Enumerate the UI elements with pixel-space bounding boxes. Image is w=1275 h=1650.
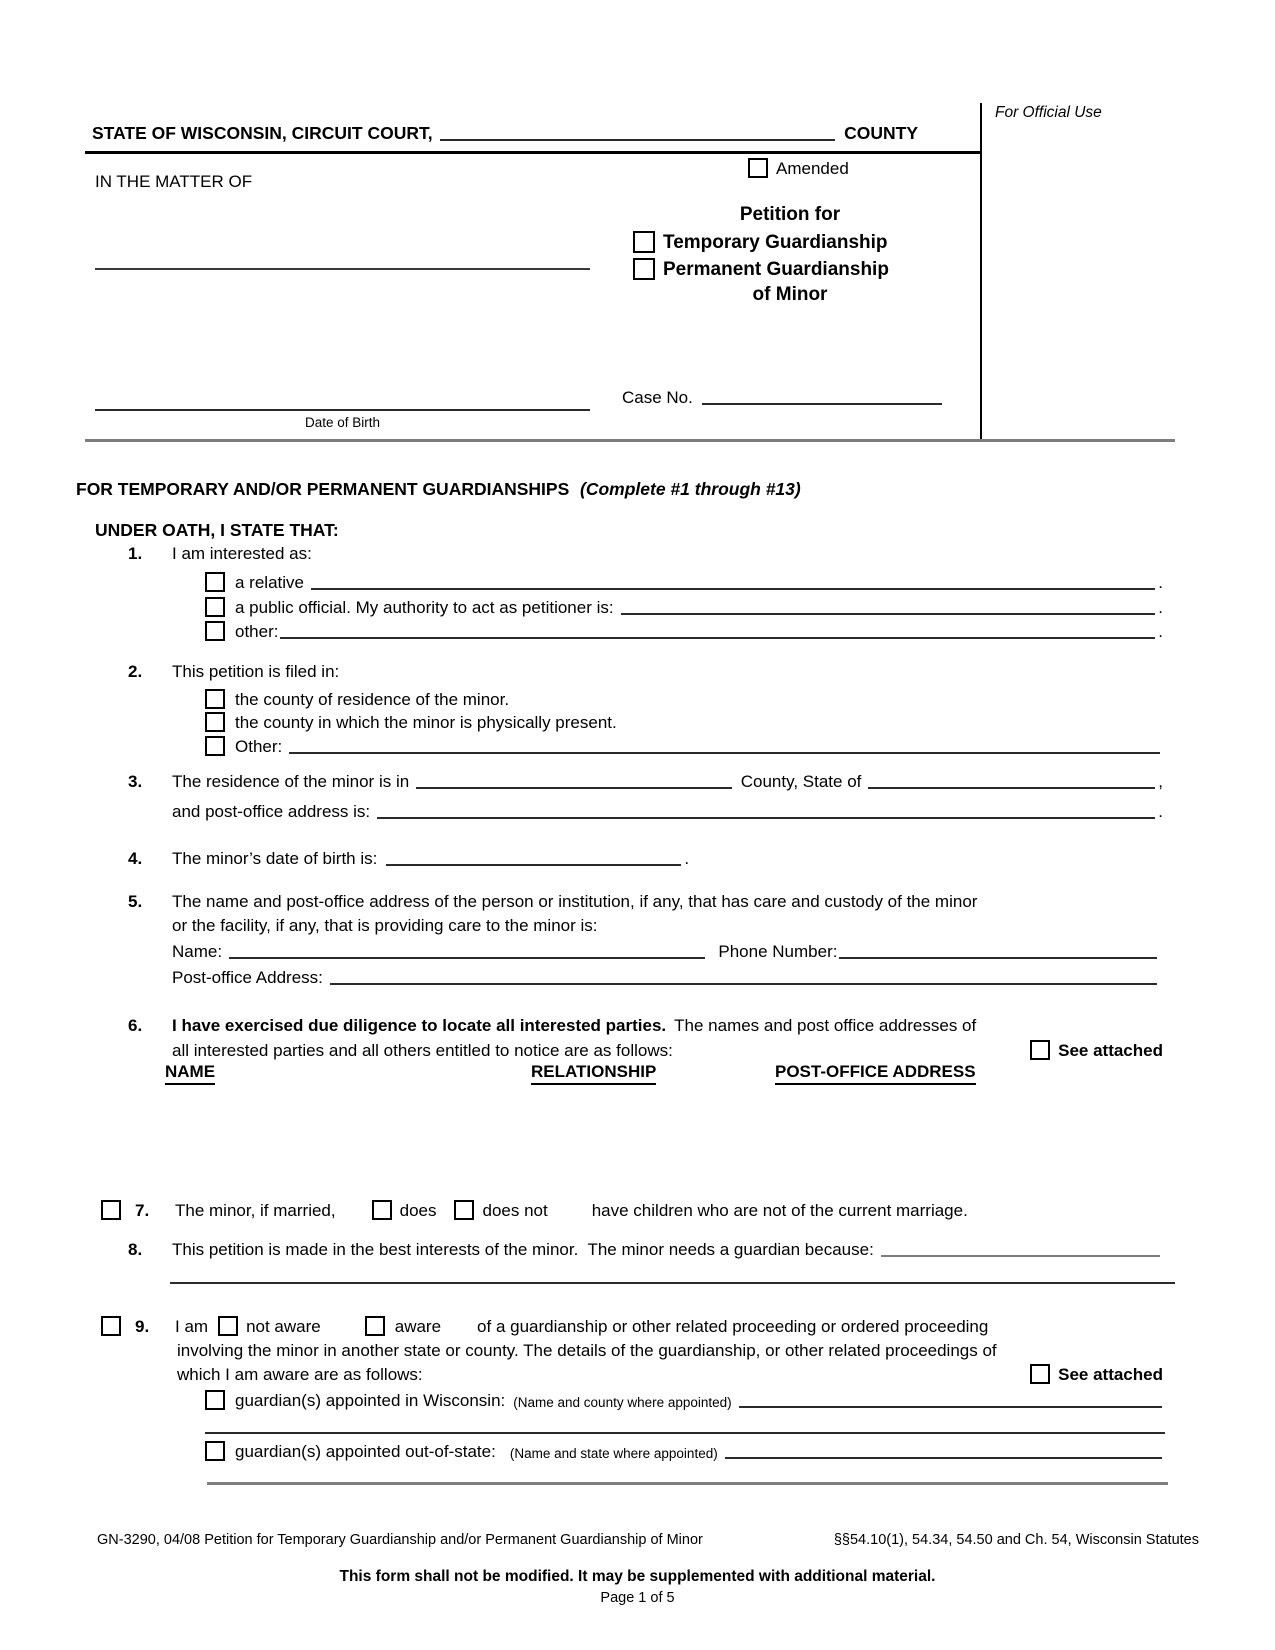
county-residence-label: the county of residence of the minor.	[235, 690, 510, 709]
matter-name-field[interactable]	[95, 268, 590, 270]
does-label: does	[399, 1201, 437, 1220]
item-1	[128, 544, 312, 564]
county-residence-checkbox[interactable]	[205, 689, 225, 709]
column-header-address: POST-OFFICE ADDRESS	[775, 1062, 976, 1085]
petition-title-line2: of Minor	[752, 284, 828, 305]
case-no-row	[622, 388, 945, 408]
item-9	[101, 1316, 988, 1337]
residence-state-field[interactable]	[868, 775, 1155, 789]
item-7-text-2: have children who are not of the current marriage.	[591, 1201, 968, 1220]
item-9-text-1: I am	[175, 1317, 209, 1336]
see-attached-label-6: See attached	[1058, 1041, 1163, 1060]
in-matter-of-label: IN THE MATTER OF	[95, 172, 253, 191]
court-caption-row	[85, 112, 980, 154]
period: .	[1158, 802, 1163, 821]
court-caption-label: STATE OF WISCONSIN, CIRCUIT COURT,	[92, 123, 433, 143]
item-5-text-2: or the facility, if any, that is providing care to the minor is:	[172, 916, 598, 935]
column-header-relationship: RELATIONSHIP	[531, 1062, 656, 1085]
item-8-text: This petition is made in the best interests of the minor. The minor needs a guardian because:	[172, 1240, 874, 1259]
item-5-number: 5.	[128, 892, 143, 911]
amended-row	[748, 158, 849, 179]
does-not-checkbox[interactable]	[454, 1200, 474, 1220]
item-3-text1: The residence of the minor is in	[172, 772, 410, 791]
not-aware-checkbox[interactable]	[218, 1316, 238, 1336]
item-2-option-3	[205, 736, 1163, 757]
residence-county-field[interactable]	[416, 775, 732, 789]
item-8-number: 8.	[128, 1240, 143, 1259]
out-of-state-guardian-field[interactable]	[725, 1445, 1162, 1459]
item-8	[128, 1240, 1163, 1260]
official-authority-field[interactable]	[621, 601, 1156, 615]
item-6	[128, 1016, 976, 1036]
period: .	[684, 849, 690, 868]
custodian-phone-field[interactable]	[839, 945, 1157, 959]
see-attached-label-9: See attached	[1058, 1365, 1163, 1384]
period: .	[1158, 598, 1163, 617]
item-5	[128, 892, 977, 912]
statutes-reference: §§54.10(1), 54.34, 54.50 and Ch. 54, Wisconsin Statutes	[833, 1532, 1199, 1548]
see-attached-checkbox-6[interactable]	[1030, 1040, 1050, 1060]
header-bottom-border	[85, 439, 1175, 442]
item-9-number: 9.	[135, 1317, 150, 1336]
does-checkbox[interactable]	[372, 1200, 392, 1220]
date-of-birth-field[interactable]	[95, 409, 590, 411]
minor-dob-field[interactable]	[386, 852, 681, 866]
item-7-checkbox[interactable]	[101, 1200, 121, 1220]
item-2-option-2	[205, 712, 617, 733]
relative-checkbox[interactable]	[205, 572, 225, 592]
item-9-text-3: which I am aware are as follows:	[177, 1365, 423, 1384]
out-of-state-guardian-row	[205, 1441, 1165, 1462]
county-present-label: the county in which the minor is physically present.	[235, 713, 617, 732]
temporary-guardianship-checkbox[interactable]	[633, 231, 655, 253]
item-1-number: 1.	[128, 544, 143, 563]
case-no-label: Case No.	[622, 388, 693, 407]
wisconsin-guardian-field-2[interactable]	[205, 1432, 1165, 1434]
footer-row	[97, 1532, 1199, 1548]
item-7	[101, 1200, 968, 1221]
temporary-guardianship-row	[618, 231, 962, 254]
item-7-text-1: The minor, if married,	[175, 1201, 336, 1220]
item-3-number: 3.	[128, 772, 143, 791]
item-1-option-relative	[205, 572, 1163, 593]
case-no-field[interactable]	[702, 391, 942, 405]
out-of-state-guardian-checkbox[interactable]	[205, 1441, 225, 1461]
county-name-field[interactable]	[440, 127, 836, 141]
form-notice: This form shall not be modified. It may be supplemented with additional material.	[339, 1568, 936, 1585]
item-9-checkbox[interactable]	[101, 1316, 121, 1336]
section-heading	[76, 479, 801, 500]
out-of-state-guardian-field-2[interactable]	[207, 1482, 1168, 1485]
out-of-state-guardian-note: (Name and state where appointed)	[509, 1446, 718, 1461]
custodian-name-field[interactable]	[229, 945, 705, 959]
item-6-text-2: all interested parties and all others entitled to notice are as follows:	[172, 1041, 673, 1060]
item-6-text: The names and post office addresses of	[674, 1016, 977, 1035]
item-6-bold-text: I have exercised due diligence to locate all interested parties.	[172, 1016, 667, 1035]
date-of-birth-label: Date of Birth	[304, 415, 381, 430]
page-number: Page 1 of 5	[600, 1590, 675, 1606]
header-vertical-divider	[980, 103, 982, 441]
item-1-option-official	[205, 597, 1163, 618]
item-3	[128, 772, 1163, 792]
permanent-guardianship-label: Permanent Guardianship	[663, 258, 889, 280]
custodian-name-label: Name:	[172, 942, 223, 961]
wisconsin-guardian-label: guardian(s) appointed in Wisconsin:	[235, 1391, 506, 1410]
item-5-name-row	[172, 942, 1160, 962]
custodian-phone-label: Phone Number:	[718, 942, 838, 961]
item-4	[128, 849, 689, 869]
wisconsin-guardian-note: (Name and county where appointed)	[513, 1395, 732, 1410]
filing-other-checkbox[interactable]	[205, 736, 225, 756]
permanent-guardianship-row	[618, 258, 962, 281]
item-1-text: I am interested as:	[172, 544, 312, 563]
item-2-option-1	[205, 689, 509, 710]
county-present-checkbox[interactable]	[205, 712, 225, 732]
oath-statement: UNDER OATH, I STATE THAT:	[95, 520, 339, 540]
wisconsin-guardian-row	[205, 1390, 1165, 1411]
other-interest-label: other:	[235, 622, 279, 641]
petition-title-block	[618, 204, 962, 306]
amended-label: Amended	[776, 159, 849, 178]
post-office-address-field[interactable]	[377, 805, 1155, 819]
item-4-text: The minor’s date of birth is:	[172, 849, 378, 868]
guardian-reason-field[interactable]	[881, 1243, 1160, 1257]
county-suffix-label: COUNTY	[844, 123, 918, 143]
amended-checkbox[interactable]	[748, 158, 768, 178]
item-1-option-other	[205, 621, 1163, 642]
item-2-text: This petition is filed in:	[172, 662, 340, 681]
item-7-number: 7.	[135, 1201, 150, 1220]
column-header-name: NAME	[165, 1062, 215, 1085]
permanent-guardianship-checkbox[interactable]	[633, 258, 655, 280]
comma: ,	[1158, 772, 1163, 791]
item-6-number: 6.	[128, 1016, 143, 1035]
wisconsin-guardian-checkbox[interactable]	[205, 1390, 225, 1410]
temporary-guardianship-label: Temporary Guardianship	[663, 231, 888, 253]
item-9-line-3	[177, 1364, 1163, 1385]
item-5-address-row	[172, 968, 1160, 988]
petition-title-line1: Petition for	[739, 204, 841, 225]
item-9-line-2: involving the minor in another state or county. The details of the guardianship, or other related proceedings of	[177, 1341, 997, 1360]
relative-label: a relative	[235, 573, 304, 592]
section-heading-text: FOR TEMPORARY AND/OR PERMANENT GUARDIANSHIPS	[76, 479, 570, 499]
aware-label: aware	[394, 1317, 442, 1336]
guardian-reason-field-2[interactable]	[170, 1282, 1175, 1284]
out-of-state-guardian-label: guardian(s) appointed out-of-state:	[235, 1442, 496, 1461]
form-id: GN-3290, 04/08 Petition for Temporary Guardianship and/or Permanent Guardianship of Minor	[97, 1532, 703, 1548]
item-3-text2: County, State of	[740, 772, 862, 791]
does-not-label: does not	[482, 1201, 548, 1220]
item-6-line-2	[172, 1040, 1163, 1061]
public-official-checkbox[interactable]	[205, 597, 225, 617]
item-5-text-1: The name and post-office address of the person or institution, if any, that has care and custody of the minor	[172, 892, 978, 911]
item-9-text-2: of a guardianship or other related proceeding or ordered proceeding	[477, 1317, 989, 1336]
aware-checkbox[interactable]	[365, 1316, 385, 1336]
custodian-address-label: Post-office Address:	[172, 968, 323, 987]
item-2-number: 2.	[128, 662, 143, 681]
item-2	[128, 662, 339, 682]
see-attached-checkbox-9[interactable]	[1030, 1364, 1050, 1384]
wisconsin-guardian-field[interactable]	[739, 1394, 1162, 1408]
filing-other-field[interactable]	[289, 740, 1160, 754]
other-interest-field[interactable]	[280, 625, 1155, 639]
relative-name-field[interactable]	[311, 576, 1155, 590]
item-4-number: 4.	[128, 849, 143, 868]
other-interest-checkbox[interactable]	[205, 621, 225, 641]
public-official-label: a public official. My authority to act as petitioner is:	[235, 598, 614, 617]
section-heading-note: (Complete #1 through #13)	[580, 479, 801, 499]
item-3-text3: and post-office address is:	[172, 802, 371, 821]
custodian-address-field[interactable]	[330, 971, 1157, 985]
period: .	[1158, 622, 1163, 641]
item-3-line-2	[172, 802, 1163, 822]
filing-other-label: Other:	[235, 737, 283, 756]
period: .	[1158, 573, 1163, 592]
not-aware-label: not aware	[246, 1317, 321, 1336]
official-use-label: For Official Use	[995, 104, 1102, 121]
